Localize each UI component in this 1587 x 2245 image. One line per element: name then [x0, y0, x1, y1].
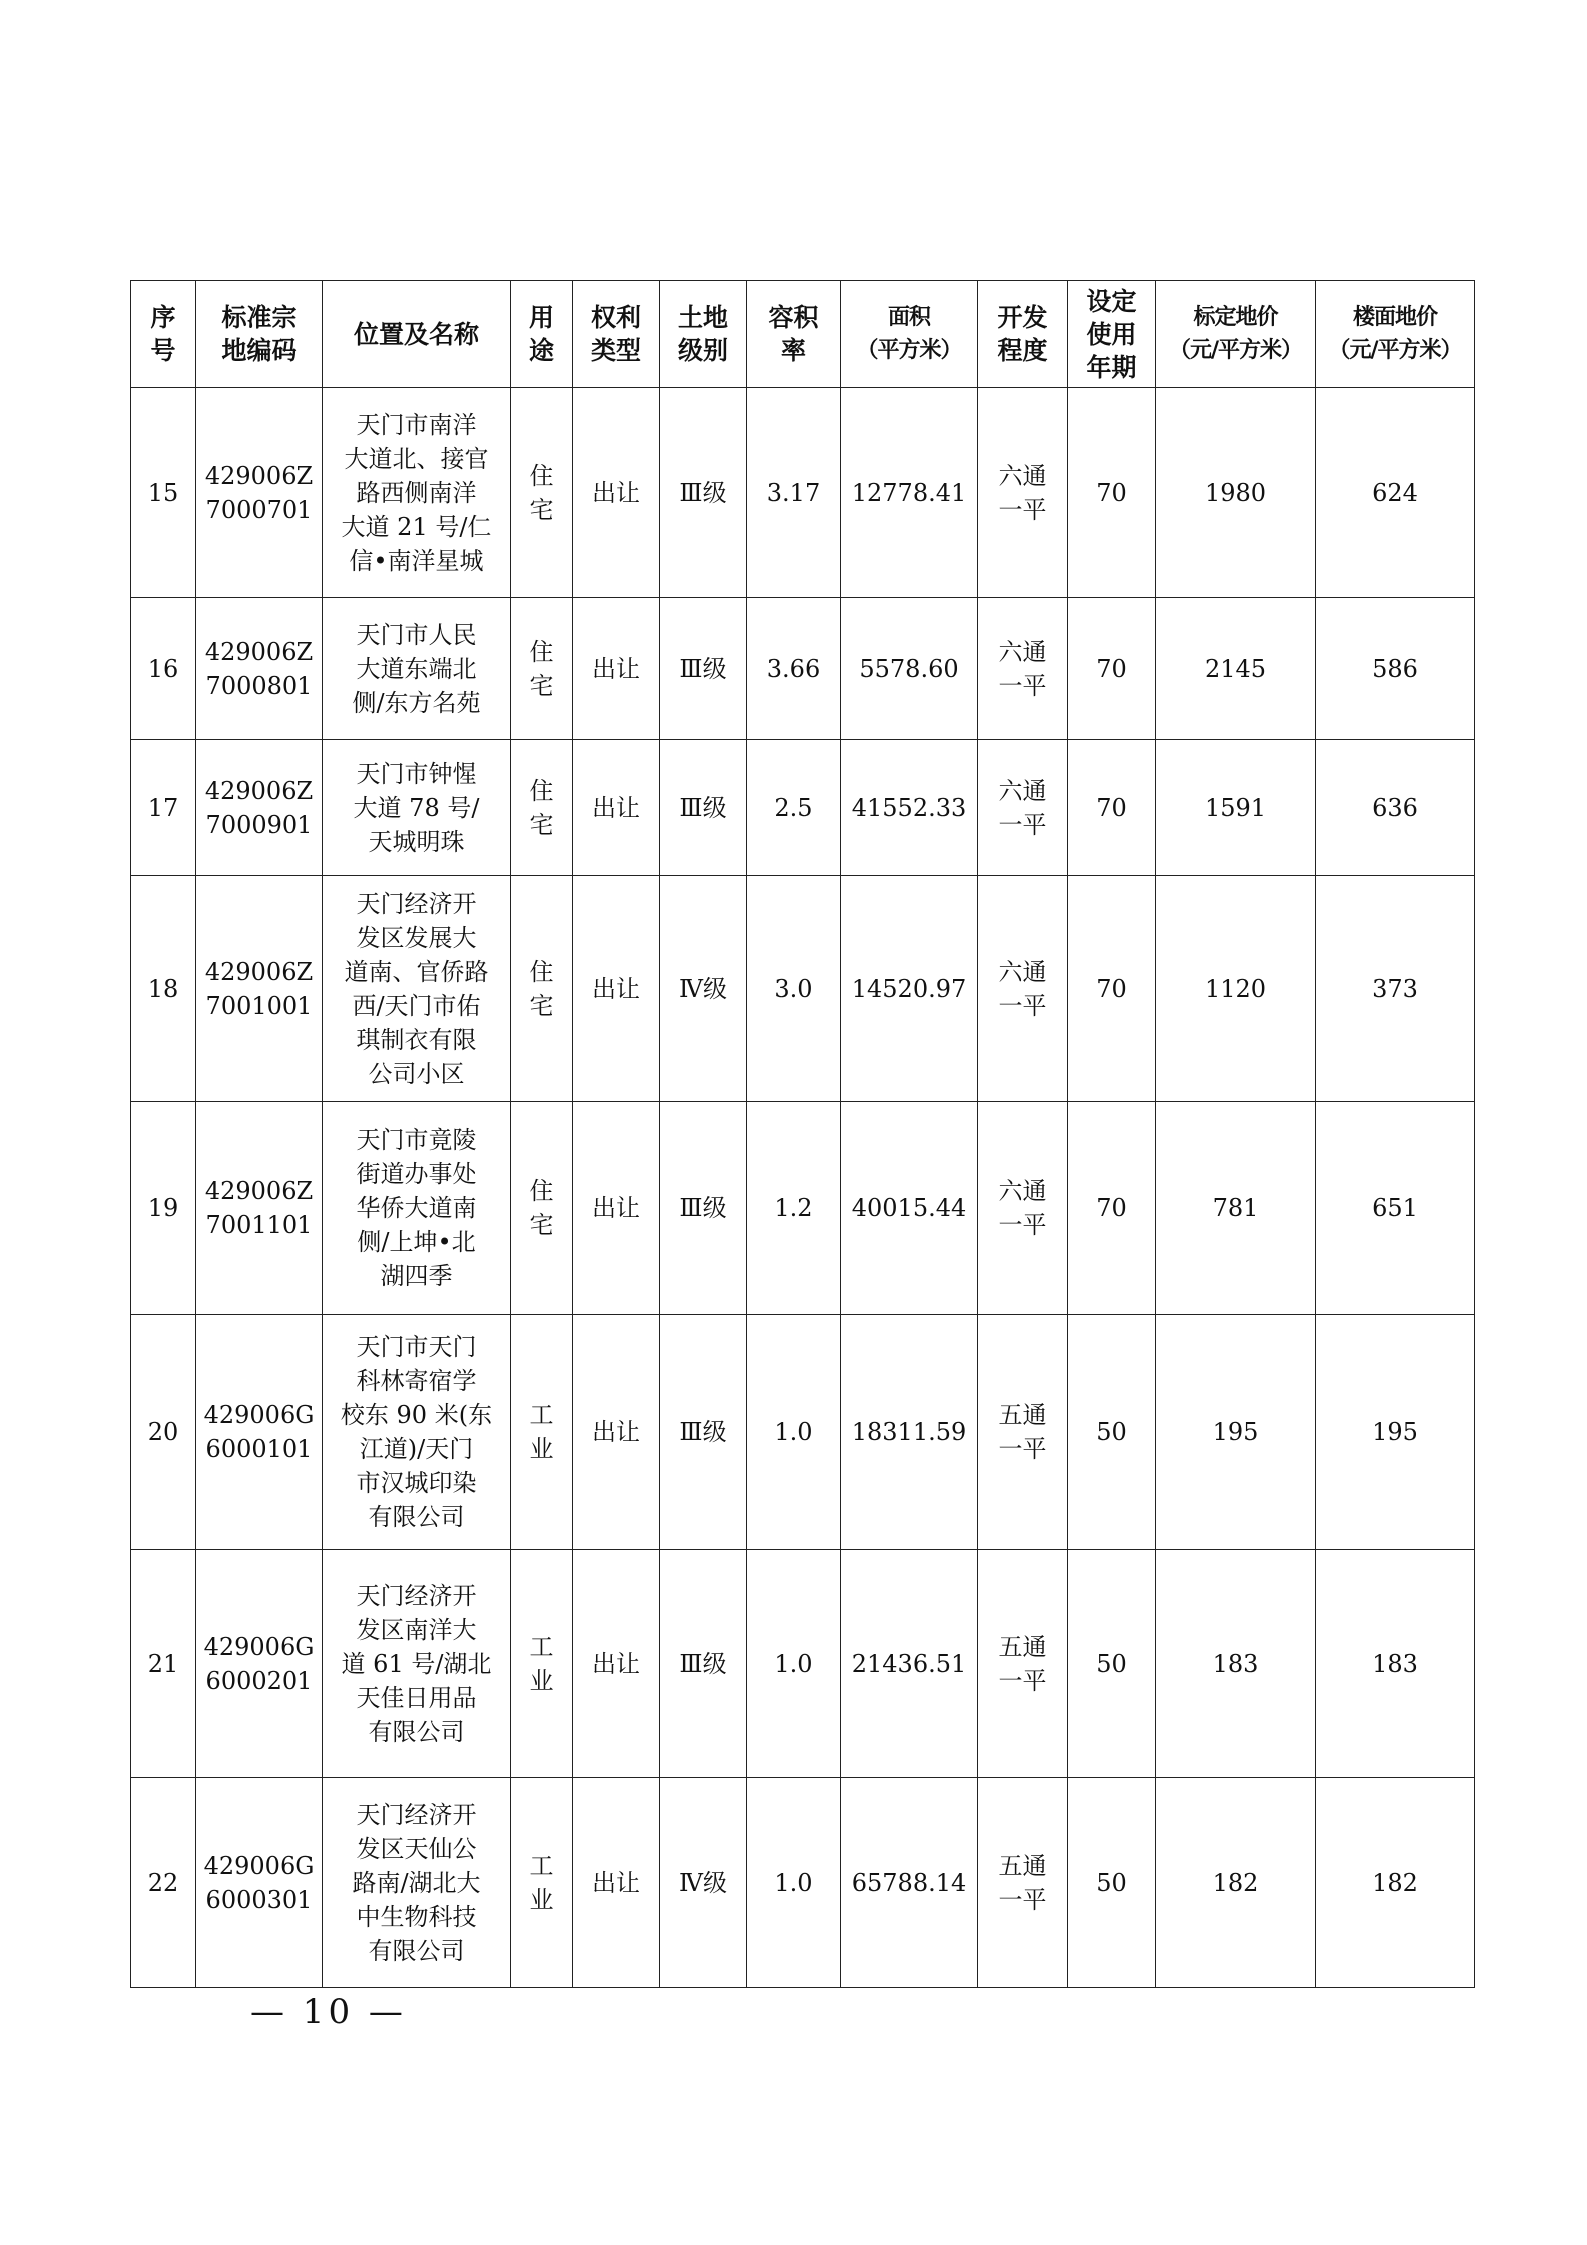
cell-code: 429006G 6000201 [196, 1550, 323, 1778]
header-cell-land-price: 标定地价 （元/平方米） [1156, 281, 1316, 388]
page-number: — 10 — [250, 1992, 407, 2032]
cell-location: 天门市竟陵 街道办事处 华侨大道南 侧/上坤•北 湖四季 [323, 1102, 511, 1315]
cell-years: 70 [1068, 876, 1156, 1102]
cell-no: 16 [131, 598, 196, 740]
cell-location: 天门市人民 大道东端北 侧/东方名苑 [323, 598, 511, 740]
cell-years: 70 [1068, 740, 1156, 876]
cell-code: 429006G 6000301 [196, 1778, 323, 1988]
cell-floor-price: 586 [1316, 598, 1475, 740]
cell-floor-price: 651 [1316, 1102, 1475, 1315]
header-cell-grade: 土地 级别 [660, 281, 747, 388]
cell-no: 21 [131, 1550, 196, 1778]
cell-area: 14520.97 [841, 876, 978, 1102]
header-cell-dev-level: 开发 程度 [978, 281, 1068, 388]
cell-floor-price: 373 [1316, 876, 1475, 1102]
header-cell-floor-price: 楼面地价 （元/平方米） [1316, 281, 1475, 388]
table-row [131, 1102, 1475, 1315]
cell-area: 65788.14 [841, 1778, 978, 1988]
cell-far: 3.66 [747, 598, 841, 740]
cell-grade: Ⅲ级 [660, 598, 747, 740]
header-cell-years: 设定 使用 年期 [1068, 281, 1156, 388]
cell-location: 天门市南洋 大道北、接官 路西侧南洋 大道 21 号/仁 信•南洋星城 [323, 388, 511, 598]
cell-land-price: 1591 [1156, 740, 1316, 876]
cell-dev-level: 五通 一平 [978, 1778, 1068, 1988]
cell-dev-level: 六通 一平 [978, 388, 1068, 598]
cell-land-price: 1120 [1156, 876, 1316, 1102]
cell-far: 1.0 [747, 1550, 841, 1778]
cell-years: 50 [1068, 1550, 1156, 1778]
cell-dev-level: 六通 一平 [978, 740, 1068, 876]
cell-grade: Ⅲ级 [660, 388, 747, 598]
cell-use: 住 宅 [511, 740, 573, 876]
cell-land-price: 1980 [1156, 388, 1316, 598]
header-cell-right-type: 权利 类型 [573, 281, 660, 388]
cell-area: 40015.44 [841, 1102, 978, 1315]
table-row [131, 1315, 1475, 1550]
cell-use: 住 宅 [511, 876, 573, 1102]
cell-dev-level: 五通 一平 [978, 1315, 1068, 1550]
cell-right-type: 出让 [573, 388, 660, 598]
cell-area: 12778.41 [841, 388, 978, 598]
cell-grade: Ⅲ级 [660, 740, 747, 876]
cell-land-price: 781 [1156, 1102, 1316, 1315]
cell-far: 3.0 [747, 876, 841, 1102]
cell-no: 20 [131, 1315, 196, 1550]
cell-code: 429006Z 7001101 [196, 1102, 323, 1315]
cell-grade: Ⅳ级 [660, 1778, 747, 1988]
cell-use: 住 宅 [511, 598, 573, 740]
cell-right-type: 出让 [573, 1778, 660, 1988]
header-cell-far: 容积 率 [747, 281, 841, 388]
cell-no: 18 [131, 876, 196, 1102]
cell-area: 41552.33 [841, 740, 978, 876]
cell-use: 住 宅 [511, 1102, 573, 1315]
cell-years: 50 [1068, 1315, 1156, 1550]
cell-use: 住 宅 [511, 388, 573, 598]
cell-land-price: 182 [1156, 1778, 1316, 1988]
cell-far: 3.17 [747, 388, 841, 598]
cell-years: 70 [1068, 598, 1156, 740]
cell-no: 15 [131, 388, 196, 598]
table-row [131, 740, 1475, 876]
cell-right-type: 出让 [573, 1550, 660, 1778]
cell-code: 429006Z 7001001 [196, 876, 323, 1102]
cell-land-price: 195 [1156, 1315, 1316, 1550]
cell-dev-level: 五通 一平 [978, 1550, 1068, 1778]
cell-use: 工 业 [511, 1550, 573, 1778]
table-header-row [131, 281, 1475, 388]
cell-area: 21436.51 [841, 1550, 978, 1778]
cell-far: 1.0 [747, 1778, 841, 1988]
cell-location: 天门市天门 科林寄宿学 校东 90 米(东 江道)/天门 市汉城印染 有限公司 [323, 1315, 511, 1550]
cell-location: 天门经济开 发区天仙公 路南/湖北大 中生物科技 有限公司 [323, 1778, 511, 1988]
cell-far: 1.0 [747, 1315, 841, 1550]
cell-floor-price: 195 [1316, 1315, 1475, 1550]
cell-code: 429006Z 7000701 [196, 388, 323, 598]
cell-floor-price: 183 [1316, 1550, 1475, 1778]
cell-use: 工 业 [511, 1778, 573, 1988]
cell-right-type: 出让 [573, 1102, 660, 1315]
cell-use: 工 业 [511, 1315, 573, 1550]
header-cell-code: 标准宗 地编码 [196, 281, 323, 388]
cell-right-type: 出让 [573, 740, 660, 876]
table-row [131, 598, 1475, 740]
cell-grade: Ⅳ级 [660, 876, 747, 1102]
cell-area: 18311.59 [841, 1315, 978, 1550]
cell-land-price: 2145 [1156, 598, 1316, 740]
cell-code: 429006Z 7000901 [196, 740, 323, 876]
table-row [131, 388, 1475, 598]
table-row [131, 876, 1475, 1102]
cell-years: 70 [1068, 388, 1156, 598]
cell-floor-price: 624 [1316, 388, 1475, 598]
cell-grade: Ⅲ级 [660, 1102, 747, 1315]
table-row [131, 1778, 1475, 1988]
cell-area: 5578.60 [841, 598, 978, 740]
cell-location: 天门经济开 发区发展大 道南、官侨路 西/天门市佑 琪制衣有限 公司小区 [323, 876, 511, 1102]
cell-floor-price: 182 [1316, 1778, 1475, 1988]
cell-dev-level: 六通 一平 [978, 1102, 1068, 1315]
land-price-table [130, 280, 1475, 1988]
header-cell-use: 用 途 [511, 281, 573, 388]
cell-no: 22 [131, 1778, 196, 1988]
header-cell-location: 位置及名称 [323, 281, 511, 388]
table-row [131, 1550, 1475, 1778]
cell-location: 天门经济开 发区南洋大 道 61 号/湖北 天佳日用品 有限公司 [323, 1550, 511, 1778]
cell-right-type: 出让 [573, 876, 660, 1102]
header-cell-no: 序 号 [131, 281, 196, 388]
cell-floor-price: 636 [1316, 740, 1475, 876]
cell-far: 1.2 [747, 1102, 841, 1315]
cell-grade: Ⅲ级 [660, 1315, 747, 1550]
cell-land-price: 183 [1156, 1550, 1316, 1778]
cell-dev-level: 六通 一平 [978, 876, 1068, 1102]
cell-no: 19 [131, 1102, 196, 1315]
cell-location: 天门市钟惺 大道 78 号/ 天城明珠 [323, 740, 511, 876]
cell-no: 17 [131, 740, 196, 876]
cell-years: 50 [1068, 1778, 1156, 1988]
cell-grade: Ⅲ级 [660, 1550, 747, 1778]
table-body [131, 388, 1475, 1988]
cell-right-type: 出让 [573, 1315, 660, 1550]
cell-far: 2.5 [747, 740, 841, 876]
cell-code: 429006G 6000101 [196, 1315, 323, 1550]
cell-dev-level: 六通 一平 [978, 598, 1068, 740]
cell-right-type: 出让 [573, 598, 660, 740]
cell-years: 70 [1068, 1102, 1156, 1315]
cell-code: 429006Z 7000801 [196, 598, 323, 740]
header-cell-area: 面积 （平方米） [841, 281, 978, 388]
